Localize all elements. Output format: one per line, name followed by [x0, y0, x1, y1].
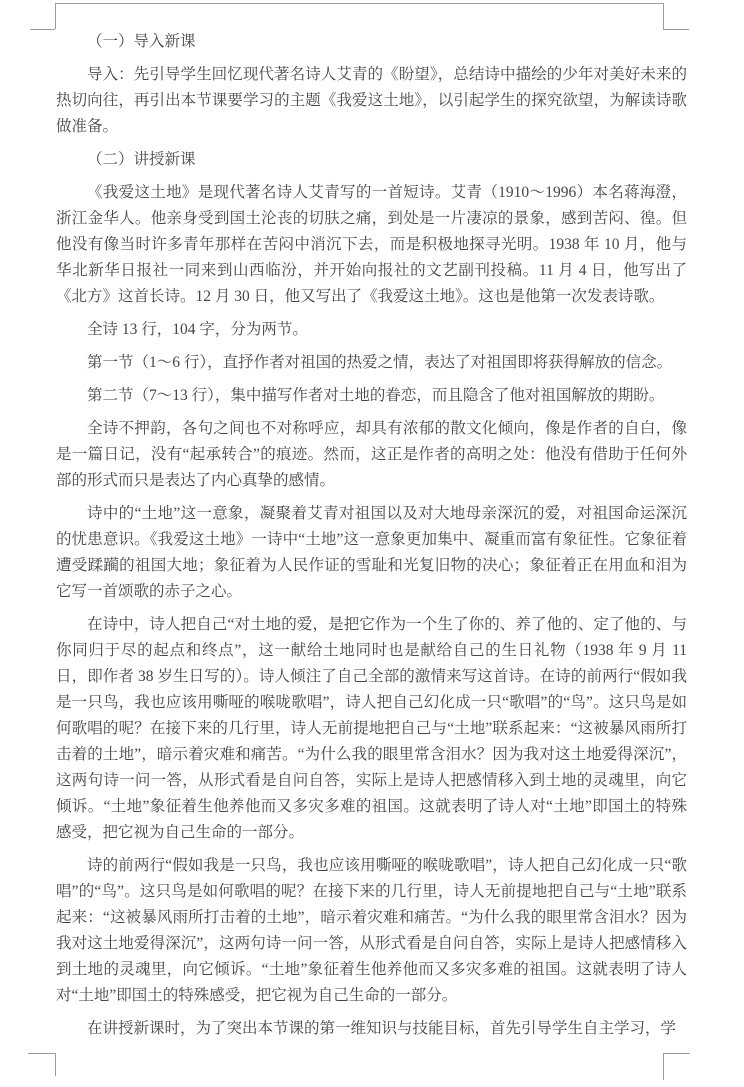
- paragraph-first-two-lines: 诗的前两行“假如我是一只鸟，我也应该用嘶哑的喉咙歌唱”，诗人把自己幻化成一只“歌唱”的“鸟”。这只鸟是如何歌唱的呢？在接下来的几行里，诗人无前提地把自己与“土地”联系起来：“这被暴风雨所打击着的土地”，暗示着灾难和痛苦。“为什么我的眼里常含泪水？因为我对这土地爱得深沉”，这两句诗一问一答，从形式看是自问自答，实际上是诗人把感情移入到土地的灵魂里，向它倾诉。“土地”象征着生他养他而又多灾多难的祖国。这就表明了诗人对“土地”即国土的特殊感受，把它视为自己生命的一部分。: [56, 857, 687, 1004]
- bottom-right-crop-mark-horizontal: [663, 1053, 690, 1054]
- paragraph-poem-analysis: 在诗中，诗人把自己“对土地的爱，是把它作为一个生了你的、养了他的、定了他的、与你同归于尽的起点和终点”，这一献给土地同时也是献给自己的生日礼物（1938 年 9 月 11 日，即作者 38 岁生日写的）。诗人倾注了自己全部的激情来写这首诗。在诗的前两行“假如我是一只鸟，我也应该用嘶哑的喉咙歌唱”，诗人把自己幻化成一只“歌唱”的“鸟”。这只鸟是如何歌唱的呢？在接下来的几行里，诗人无前提地把自己与“土地”联系起来：“这被暴风雨所打击着的土地”，暗示着灾难和痛苦。“为什么我的眼里常含泪水？因为我对这土地爱得深沉”，这两句诗一问一答，从形式看是自问自答，实际上是诗人把感情移入到土地的灵魂里，向它倾诉。“土地”象征着生他养他而又多灾多难的祖国。这就表明了诗人对“土地”即国土的特殊感受，把它视为自己生命的一部分。: [56, 616, 687, 841]
- bottom-left-crop-mark-horizontal: [28, 1053, 55, 1054]
- top-boundary-rule: [55, 3, 664, 4]
- paragraph-style-analysis: 全诗不押韵，各句之间也不对称呼应，却具有浓郁的散文化倾向，像是作者的自白，像是一篇日记，没有“起承转合”的痕迹。然而，这正是作者的高明之处：他没有借助于任何外部的形式而只是表达了内心真挚的感情。: [56, 420, 687, 489]
- top-left-crop-mark: [30, 29, 55, 30]
- paragraph-teaching-approach: 在讲授新课时，为了突出本节课的第一维知识与技能目标，首先引导学生自主学习，学: [87, 1020, 677, 1037]
- paragraph-second-section: 第二节（7～13 行），集中描写作者对土地的眷恋，而且隐含了他对祖国解放的期盼。: [87, 387, 665, 404]
- paragraph-poem-structure: 全诗 13 行，104 字，分为两节。: [87, 321, 308, 338]
- top-right-boundary-vertical: [663, 3, 664, 29]
- page-text-area: [56, 29, 687, 1049]
- paragraph-lead-in-intro: 导入：先引导学生回忆现代著名诗人艾青的《盼望》，总结诗中描绘的少年对美好未来的热切向往，再引出本节课要学习的主题《我爱这土地》，以引起学生的探究欲望，为解读诗歌做准备。: [56, 66, 687, 135]
- paragraph-poet-background: 《我爱这土地》是现代著名诗人艾青写的一首短诗。艾青（1910～1996）本名蒋海澄，浙江金华人。他亲身受到国土沦丧的切肤之痛，到处是一片凄凉的景象，感到苦闷、徨。但他没有像当时许多青年那样在苦闷中消沉下去，而是积极地探寻光明。1938 年 10 月，他与华北新华日报社一同来到山西临汾，并开始向报社的文艺副刊投稿。11 月 4 日，他写出了《北方》这首长诗。12 月 30 日，他又写出了《我爱这土地》。这也是他第一次发表诗歌。: [56, 184, 687, 305]
- paragraph-land-imagery: 诗中的“土地”这一意象，凝聚着艾青对祖国以及对大地母亲深沉的爱，对祖国命运深沉的忧患意识。《我爱这土地》一诗中“土地”这一意象更加集中、凝重而富有象征性。它象征着遭受蹂躏的祖国大地；象征着为人民作证的雪耻和光复旧物的决心；象征着正在用血和泪为它写一首颂歌的赤子之心。: [56, 505, 687, 600]
- paragraph-first-section: 第一节（1～6 行），直抒作者对祖国的热爱之情，表达了对祖国即将获得解放的信念。: [87, 354, 673, 371]
- bottom-left-crop-mark-vertical: [55, 1053, 56, 1076]
- section-heading-teach-new: （二）讲授新课: [87, 151, 196, 168]
- top-left-boundary-vertical: [55, 3, 56, 29]
- bottom-right-crop-mark-vertical: [663, 1053, 664, 1080]
- section-heading-lead-in: （一）导入新课: [87, 33, 196, 50]
